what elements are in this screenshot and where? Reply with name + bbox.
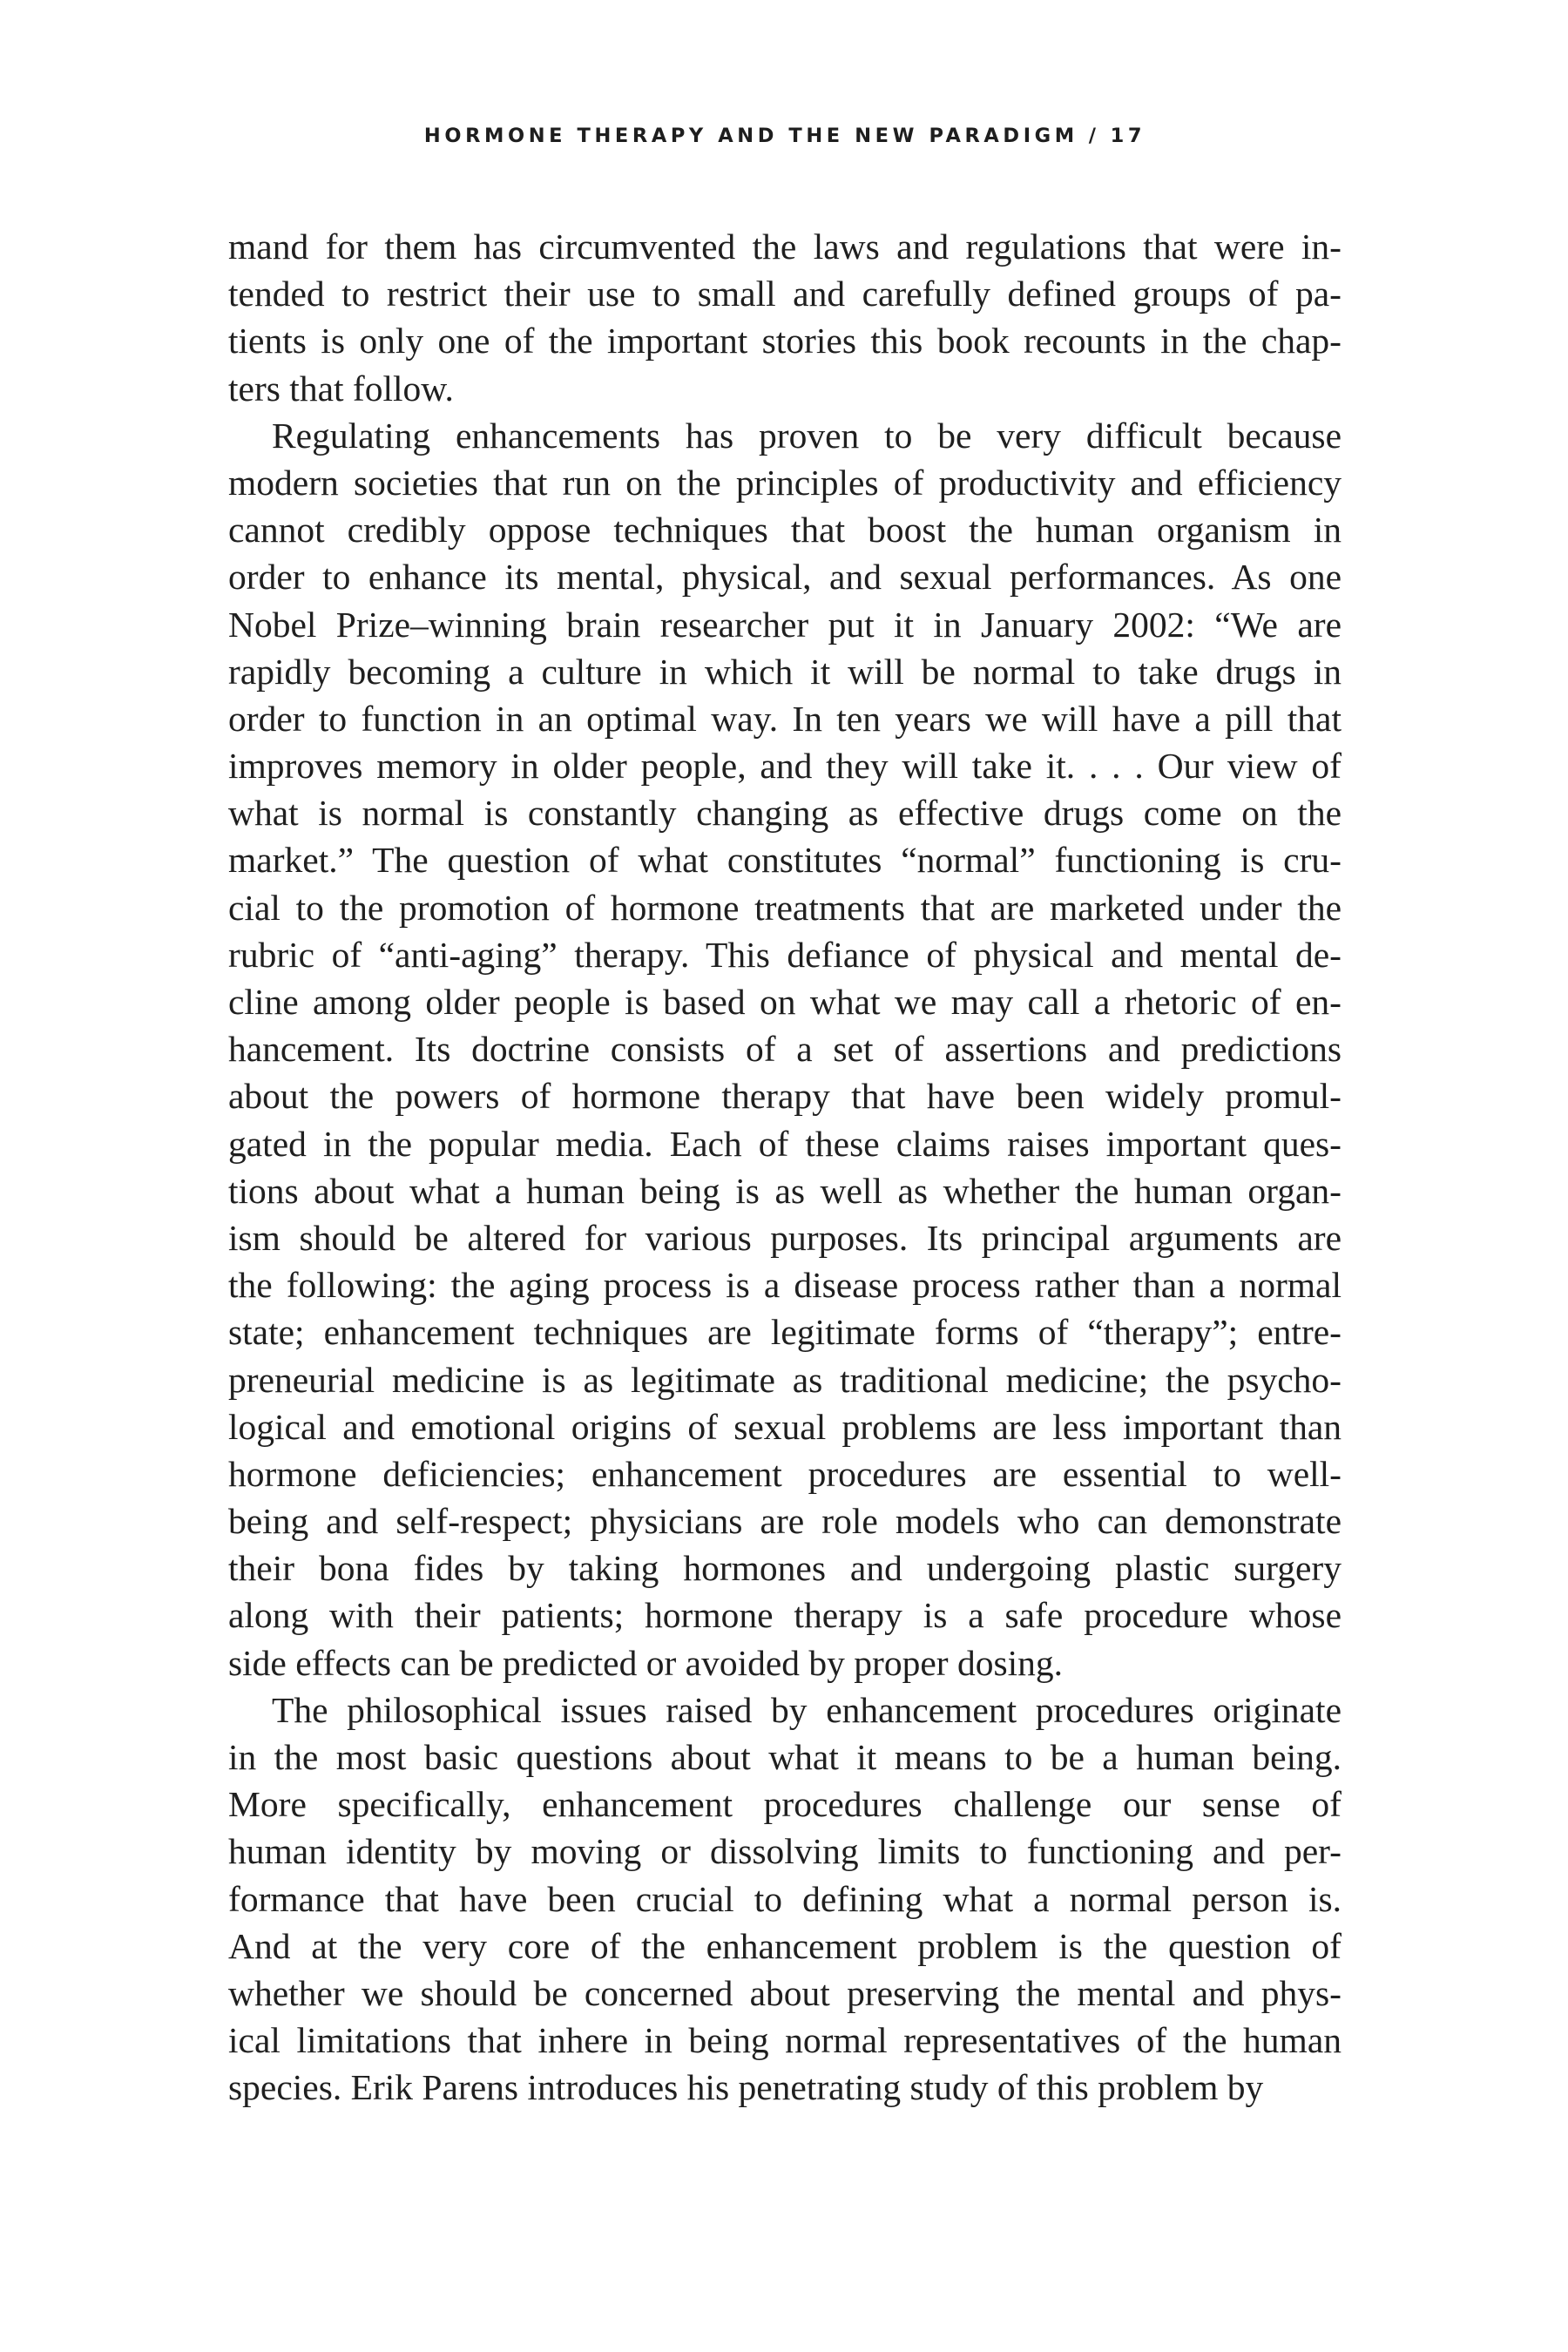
text-line: And at the very core of the enhancement problem is the question of <box>228 1925 1342 1966</box>
text-line: being and self-respect; physicians are role models who can demonstrate <box>228 1501 1342 1542</box>
text-line: mand for them has circumvented the laws and regulations that were in- <box>228 226 1342 267</box>
text-line: what is normal is constantly changing as effective drugs come on the <box>228 793 1342 834</box>
text-line: cial to the promotion of hormone treatments that are marketed under the <box>228 887 1342 928</box>
page-number: 17 <box>1110 125 1146 147</box>
text-line: human identity by moving or dissolving limits to functioning and per- <box>228 1831 1342 1872</box>
text-line: their bona fides by taking hormones and undergoing plastic surgery <box>228 1548 1342 1589</box>
running-head-separator: / <box>1088 125 1100 147</box>
text-line: The philosophical issues raised by enhancement procedures originate <box>272 1689 1342 1730</box>
text-line: cannot credibly oppose techniques that boost the human organism in <box>228 510 1342 551</box>
text-line: preneurial medicine is as legitimate as traditional medicine; the psycho- <box>228 1359 1342 1400</box>
text-line: modern societies that run on the principles of productivity and efficiency <box>228 462 1342 503</box>
text-line: rubric of “anti-aging” therapy. This defiance of physical and mental de- <box>228 934 1342 975</box>
text-line: gated in the popular media. Each of these claims raises important ques- <box>228 1123 1342 1164</box>
text-line: logical and emotional origins of sexual problems are less important than <box>228 1406 1342 1447</box>
running-head <box>228 122 1342 150</box>
text-line: formance that have been crucial to defining what a normal person is. <box>228 1878 1342 1919</box>
text-line: tended to restrict their use to small and carefully defined groups of pa- <box>228 274 1342 314</box>
text-line: about the powers of hormone therapy that have been widely promul- <box>228 1076 1342 1117</box>
paragraph <box>228 412 1342 1686</box>
text-line: side effects can be predicted or avoided by proper dosing. <box>228 1642 1064 1683</box>
text-line: tions about what a human being is as well as whether the human organ- <box>228 1170 1342 1211</box>
text-line: hancement. Its doctrine consists of a set of assertions and predictions <box>228 1029 1342 1070</box>
text-line: Nobel Prize–winning brain researcher put it in January 2002: “We are <box>228 604 1342 645</box>
text-line: ters that follow. <box>228 368 454 409</box>
paragraph <box>228 1686 1342 2112</box>
text-line: More specifically, enhancement procedures challenge our sense of <box>228 1784 1342 1825</box>
text-line: ical limitations that inhere in being normal representatives of the human <box>228 2020 1342 2061</box>
text-line: market.” The question of what constitutes “normal” functioning is cru- <box>228 840 1342 881</box>
text-line: rapidly becoming a culture in which it will be normal to take drugs in <box>228 651 1342 692</box>
text-line: hormone deficiencies; enhancement procedures are essential to well- <box>228 1453 1342 1494</box>
text-line: Regulating enhancements has proven to be very difficult because <box>272 415 1342 456</box>
paragraph <box>228 223 1342 412</box>
body-text <box>228 223 1342 2112</box>
text-line: order to function in an optimal way. In ten years we will have a pill that <box>228 698 1342 739</box>
text-line: state; enhancement techniques are legitimate forms of “therapy”; entre- <box>228 1312 1342 1353</box>
text-line: improves memory in older people, and they will take it. . . . Our view of <box>228 746 1342 787</box>
text-line: order to enhance its mental, physical, and sexual performances. As one <box>228 557 1342 598</box>
text-line: the following: the aging process is a disease process rather than a normal <box>228 1265 1342 1306</box>
text-line: whether we should be concerned about preserving the mental and phys- <box>228 1972 1342 2013</box>
running-head-title: HORMONE THERAPY AND THE NEW PARADIGM <box>423 125 1078 147</box>
text-line: tients is only one of the important stories this book recounts in the chap- <box>228 321 1342 362</box>
text-line: along with their patients; hormone therapy is a safe procedure whose <box>228 1595 1342 1636</box>
text-line: in the most basic questions about what it means to be a human being. <box>228 1737 1342 1777</box>
text-line: cline among older people is based on what we may call a rhetoric of en- <box>228 982 1342 1022</box>
text-line: species. Erik Parens introduces his penetrating study of this problem by <box>228 2067 1264 2108</box>
text-line: ism should be altered for various purposes. Its principal arguments are <box>228 1217 1342 1258</box>
